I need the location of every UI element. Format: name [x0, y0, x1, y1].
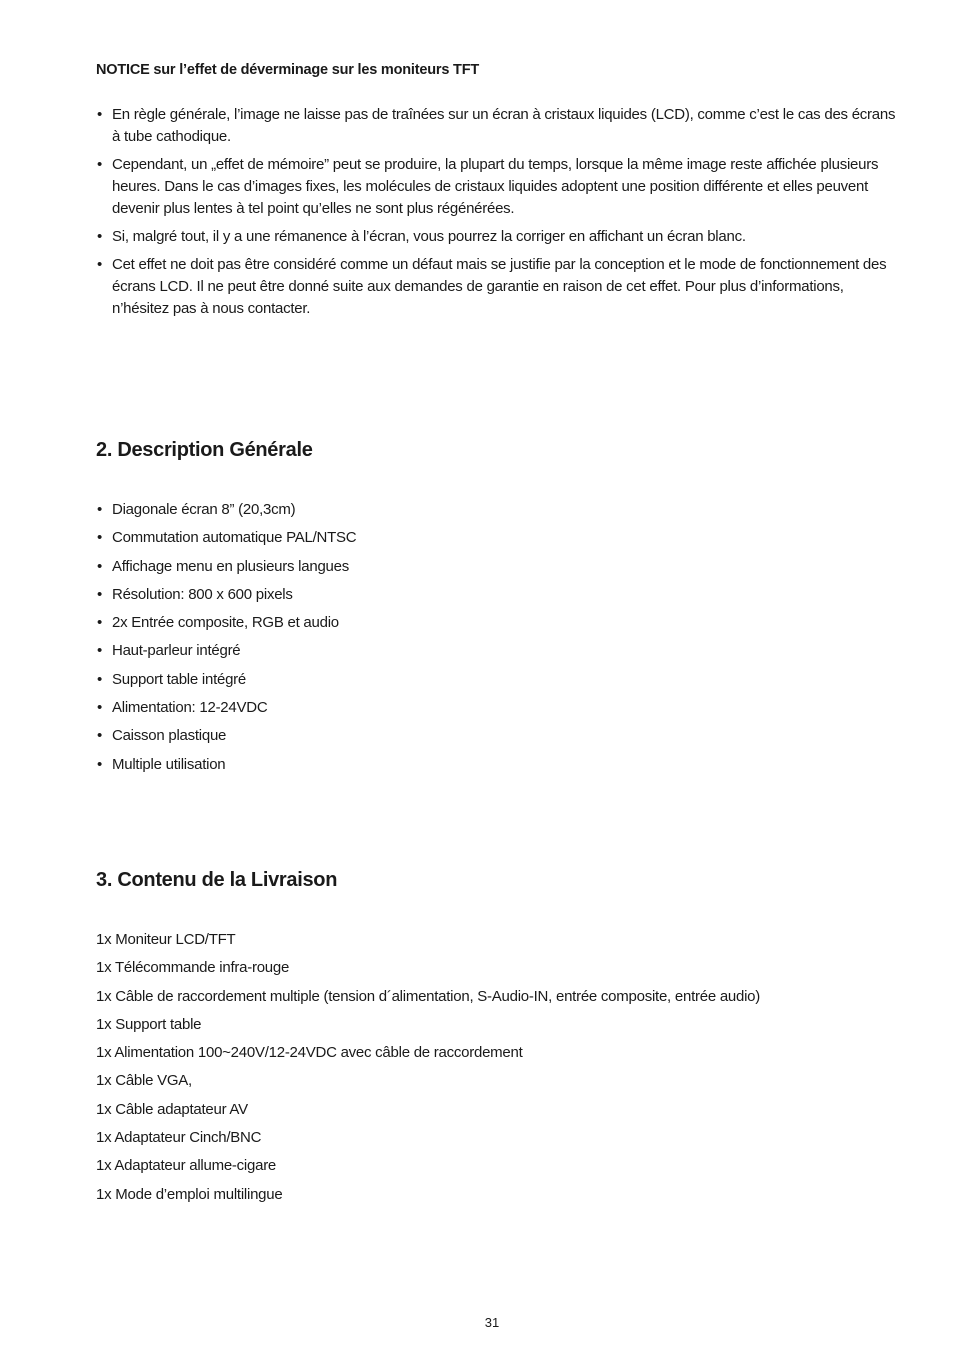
list-item: 1x Câble VGA, [96, 1072, 192, 1090]
list-item: 1x Support table [96, 1015, 202, 1033]
list-item-text: 2x Entrée composite, RGB et audio [112, 614, 339, 632]
bullet-icon: • [97, 501, 103, 518]
list-item: 1x Mode d’emploi multilingue [96, 1185, 283, 1203]
contents-list [96, 929, 760, 1212]
bullet-icon: • [97, 256, 103, 273]
list-item-text: Cependant, un „effet de mémoire” peut se produire, la plupart du temps, lorsque la même image reste affichée plusieurs heures. Dans le cas d’images fixes, les molécules de cristaux liquides adoptent une position différente et elles peuvent devenir plus lentes à tel point qu’elles ne sont plus régénérées. [112, 156, 879, 217]
list-item [96, 584, 356, 606]
notice-title: NOTICE sur l’effet de déverminage sur les moniteurs TFT [96, 62, 480, 78]
notice-list [96, 104, 896, 326]
bullet-icon: • [97, 106, 103, 123]
list-item [96, 725, 356, 747]
page-number: 31 [484, 1315, 500, 1330]
section-title-contents: 3. Contenu de la Livraison [96, 869, 338, 891]
list-item-text: Si, malgré tout, il y a une rémanence à l’écran, vous pourrez la corriger en affichant un écran blanc. [112, 228, 746, 245]
list-item-text: Haut-parleur intégré [112, 642, 241, 660]
list-item-text: Résolution: 800 x 600 pixels [112, 585, 293, 603]
list-item-text: Commutation automatique PAL/NTSC [112, 529, 357, 547]
list-item [96, 254, 896, 320]
bullet-icon: • [97, 614, 103, 632]
bullet-icon: • [97, 557, 103, 575]
list-item: 1x Adaptateur Cinch/BNC [96, 1129, 262, 1147]
bullet-icon: • [97, 228, 103, 245]
list-item-text: Caisson plastique [112, 727, 227, 745]
bullet-icon: • [97, 670, 103, 688]
list-item: 1x Câble de raccordement multiple (tension d´alimentation, S-Audio-IN, entrée composite, entrée audio) [96, 987, 761, 1005]
bullet-icon: • [97, 699, 103, 717]
bullet-icon: • [97, 727, 103, 745]
list-item [96, 527, 356, 549]
list-item [96, 154, 896, 220]
list-item [96, 499, 356, 521]
list-item [96, 754, 356, 776]
list-item [96, 226, 896, 248]
list-item [96, 556, 356, 578]
bullet-icon: • [97, 156, 103, 173]
list-item [96, 612, 356, 634]
list-item [96, 640, 356, 662]
description-list [96, 499, 356, 782]
list-item [96, 104, 896, 148]
list-item: 1x Adaptateur allume-cigare [96, 1157, 277, 1175]
list-item-text: Alimentation: 12-24VDC [112, 699, 268, 717]
list-item: 1x Câble adaptateur AV [96, 1100, 248, 1118]
bullet-icon: • [97, 755, 103, 773]
bullet-icon: • [97, 585, 103, 603]
list-item-text: En règle générale, l’image ne laisse pas de traînées sur un écran à cristaux liquides (LCD), comme c’est le cas des écrans à tube cathodique. [112, 106, 896, 145]
list-item-text: Affichage menu en plusieurs langues [112, 557, 349, 575]
list-item-text: Diagonale écran 8” (20,3cm) [112, 501, 296, 518]
bullet-icon: • [97, 529, 103, 547]
list-item [96, 697, 356, 719]
list-item [96, 669, 356, 691]
list-item: 1x Moniteur LCD/TFT [96, 931, 236, 948]
bullet-icon: • [97, 642, 103, 660]
list-item: 1x Télécommande infra-rouge [96, 959, 290, 977]
list-item-text: Cet effet ne doit pas être considéré comme un défaut mais se justifie par la conception et le mode de fonctionnement des écrans LCD. Il ne peut être donné suite aux demandes de garantie en raison de cet effet. Pour plus d’informations, n’hésitez pas à nous contacter. [112, 256, 887, 317]
section-title-description: 2. Description Générale [96, 439, 313, 461]
list-item-text: Support table intégré [112, 670, 247, 688]
list-item: 1x Alimentation 100~240V/12-24VDC avec câble de raccordement [96, 1044, 523, 1062]
list-item-text: Multiple utilisation [112, 755, 226, 773]
